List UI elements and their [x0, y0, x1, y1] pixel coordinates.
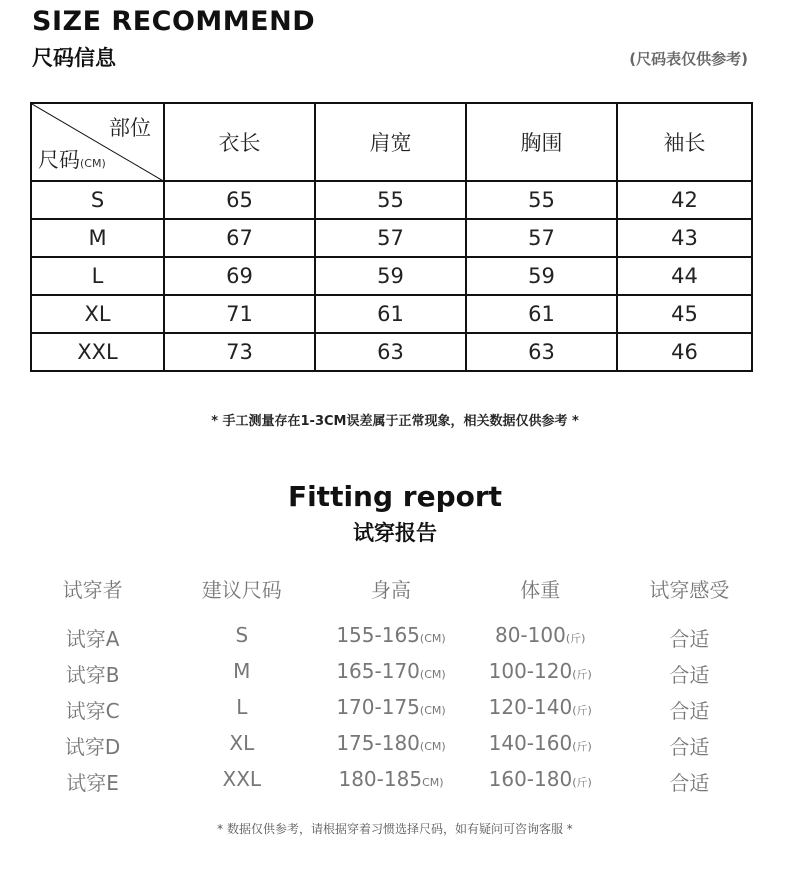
suggested-size: M [233, 659, 251, 683]
size-cell: XL [31, 295, 164, 333]
fit-feel: 合适 [669, 627, 710, 651]
tester-name: 试穿E [66, 771, 119, 795]
footer-note: * 数据仅供参考，请根据穿着习惯选择尺码，如有疑问可咨询客服 * [217, 822, 573, 836]
height-unit: (CM) [419, 632, 446, 645]
size-cell: S [31, 181, 164, 219]
height-unit: CM) [422, 776, 444, 789]
size-cell: L [31, 257, 164, 295]
corner-unit: (CM) [80, 157, 106, 170]
value-cell: 61 [315, 295, 466, 333]
suggested-size: XXL [222, 767, 262, 791]
title-cn: 尺码信息 [32, 46, 116, 70]
value-cell: 73 [164, 333, 315, 371]
size-cell: XXL [31, 333, 164, 371]
weight-unit: (斤) [572, 776, 592, 789]
table-row [31, 333, 752, 371]
value-cell: 42 [617, 181, 752, 219]
fitting-row [18, 659, 764, 688]
tester-name: 试穿D [64, 735, 121, 759]
height-value: 175-180(CM) [336, 731, 446, 755]
table-row [31, 181, 752, 219]
height-unit: (CM) [419, 668, 446, 681]
column-header: 袖长 [617, 103, 752, 181]
value-cell: 69 [164, 257, 315, 295]
size-table-header-row [31, 103, 752, 181]
fitting-header: 身高 [371, 578, 411, 602]
fit-feel: 合适 [669, 663, 710, 687]
value-cell: 57 [466, 219, 617, 257]
fitting-row [18, 731, 764, 760]
weight-value: 160-180(斤) [488, 767, 592, 791]
height-unit: (CM) [419, 740, 446, 753]
weight-unit: (斤) [565, 632, 586, 645]
weight-value: 80-100(斤) [494, 623, 586, 647]
column-header: 肩宽 [315, 103, 466, 181]
fitting-header: 试穿者 [62, 578, 123, 602]
column-header: 胸围 [466, 103, 617, 181]
weight-value: 100-120(斤) [488, 659, 592, 683]
fitting-header-row [18, 574, 764, 603]
fitting-header: 体重 [520, 578, 561, 602]
value-cell: 55 [315, 181, 466, 219]
height-value: 165-170(CM) [336, 659, 446, 683]
weight-unit: (斤) [572, 704, 592, 717]
tester-name: 试穿A [65, 627, 120, 651]
height-unit: (CM) [419, 704, 446, 717]
value-cell: 43 [617, 219, 752, 257]
height-value: 170-175(CM) [336, 695, 446, 719]
fitting-header: 建议尺码 [201, 578, 282, 602]
corner-part-label: 部位 [109, 116, 151, 140]
suggested-size: S [235, 623, 249, 647]
fit-feel: 合适 [669, 735, 710, 759]
weight-value: 140-160(斤) [488, 731, 592, 755]
fitting-row [18, 695, 764, 724]
tester-name: 试穿B [65, 663, 120, 687]
table-row [31, 257, 752, 295]
value-cell: 59 [315, 257, 466, 295]
suggested-size: XL [229, 731, 255, 755]
fitting-title-en: Fitting report [287, 480, 503, 513]
height-value: 155-165(CM) [336, 623, 446, 647]
fitting-row [18, 767, 764, 796]
weight-value: 120-140(斤) [488, 695, 592, 719]
value-cell: 71 [164, 295, 315, 333]
value-cell: 45 [617, 295, 752, 333]
fitting-title-cn: 试穿报告 [353, 521, 437, 545]
value-cell: 63 [315, 333, 466, 371]
fitting-row [18, 623, 764, 652]
value-cell: 63 [466, 333, 617, 371]
suggested-size: L [236, 695, 248, 719]
title-en: SIZE RECOMMEND [32, 6, 316, 37]
value-cell: 44 [617, 257, 752, 295]
value-cell: 61 [466, 295, 617, 333]
value-cell: 59 [466, 257, 617, 295]
value-cell: 67 [164, 219, 315, 257]
value-cell: 65 [164, 181, 315, 219]
size-table-corner [31, 103, 164, 181]
fit-feel: 合适 [669, 771, 710, 795]
value-cell: 55 [466, 181, 617, 219]
size-cell: M [31, 219, 164, 257]
tester-name: 试穿C [65, 699, 120, 723]
fitting-header: 试穿感受 [649, 578, 730, 602]
corner-size-label: 尺码(CM) [38, 148, 106, 172]
reference-note: (尺码表仅供参考) [629, 50, 748, 68]
column-header: 衣长 [164, 103, 315, 181]
fit-feel: 合适 [669, 699, 710, 723]
table-row [31, 295, 752, 333]
size-table [30, 102, 753, 372]
weight-unit: (斤) [572, 668, 592, 681]
value-cell: 57 [315, 219, 466, 257]
height-value: 180-185CM) [338, 767, 444, 791]
table-row [31, 219, 752, 257]
weight-unit: (斤) [572, 740, 592, 753]
value-cell: 46 [617, 333, 752, 371]
measure-note: * 手工测量存在1-3CM误差属于正常现象，相关数据仅供参考 * [211, 414, 579, 429]
